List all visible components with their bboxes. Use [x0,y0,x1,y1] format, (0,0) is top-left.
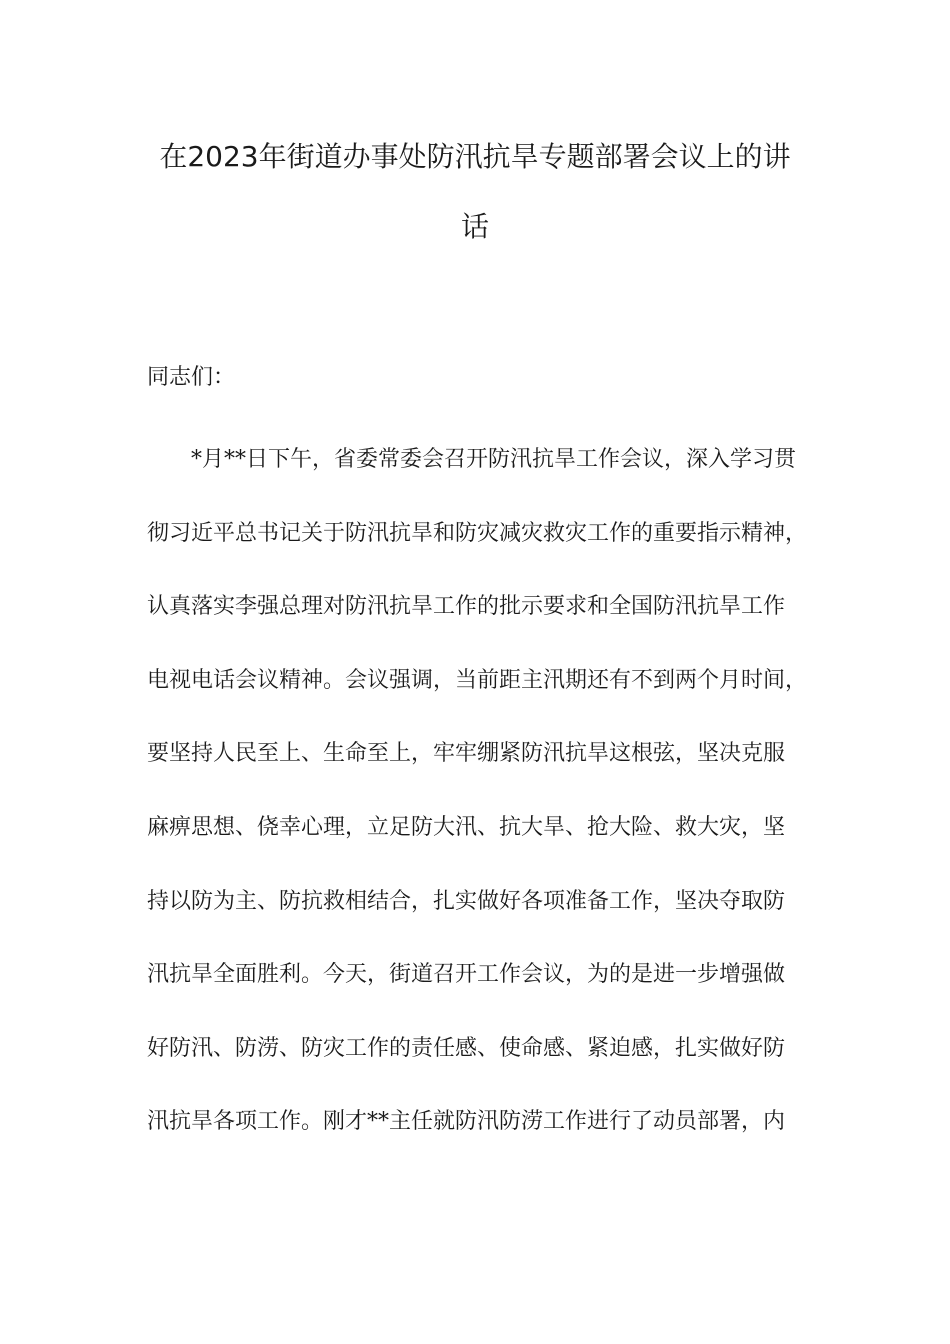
paragraph-line: 电视电话会议精神。会议强调，当前距主汛期还有不到两个月时间， [147,667,808,693]
document-title-line-1: 在2023年街道办事处防汛抗旱专题部署会议上的讲 [159,140,791,173]
paragraph-line: 彻习近平总书记关于防汛抗旱和防灾减灾救灾工作的重要指示精神， [147,520,808,546]
paragraph-line: *月**日下午，省委常委会召开防汛抗旱工作会议，深入学习贯 [191,447,797,472]
document-title-line-2: 话 [460,210,489,243]
body-paragraph [147,444,812,1180]
salutation: 同志们： [147,365,236,390]
paragraph-line: 好防汛、防涝、防灾工作的责任感、使命感、紧迫感，扎实做好防 [147,1035,786,1061]
paragraph-line: 汛抗旱全面胜利。今天，街道召开工作会议，为的是进一步增强做 [147,962,786,988]
paragraph-line: 麻痹思想、侥幸心理，立足防大汛、抗大旱、抢大险、救大灾，坚 [147,814,786,840]
paragraph-line: 汛抗旱各项工作。刚才**主任就防汛防涝工作进行了动员部署，内 [147,1109,786,1135]
paragraph-line: 要坚持人民至上、生命至上，牢牢绷紧防汛抗旱这根弦，坚决克服 [147,741,786,767]
paragraph-line: 认真落实李强总理对防汛抗旱工作的批示要求和全国防汛抗旱工作 [147,594,786,620]
paragraph-line: 持以防为主、防抗救相结合，扎实做好各项准备工作，坚决夺取防 [147,888,786,914]
